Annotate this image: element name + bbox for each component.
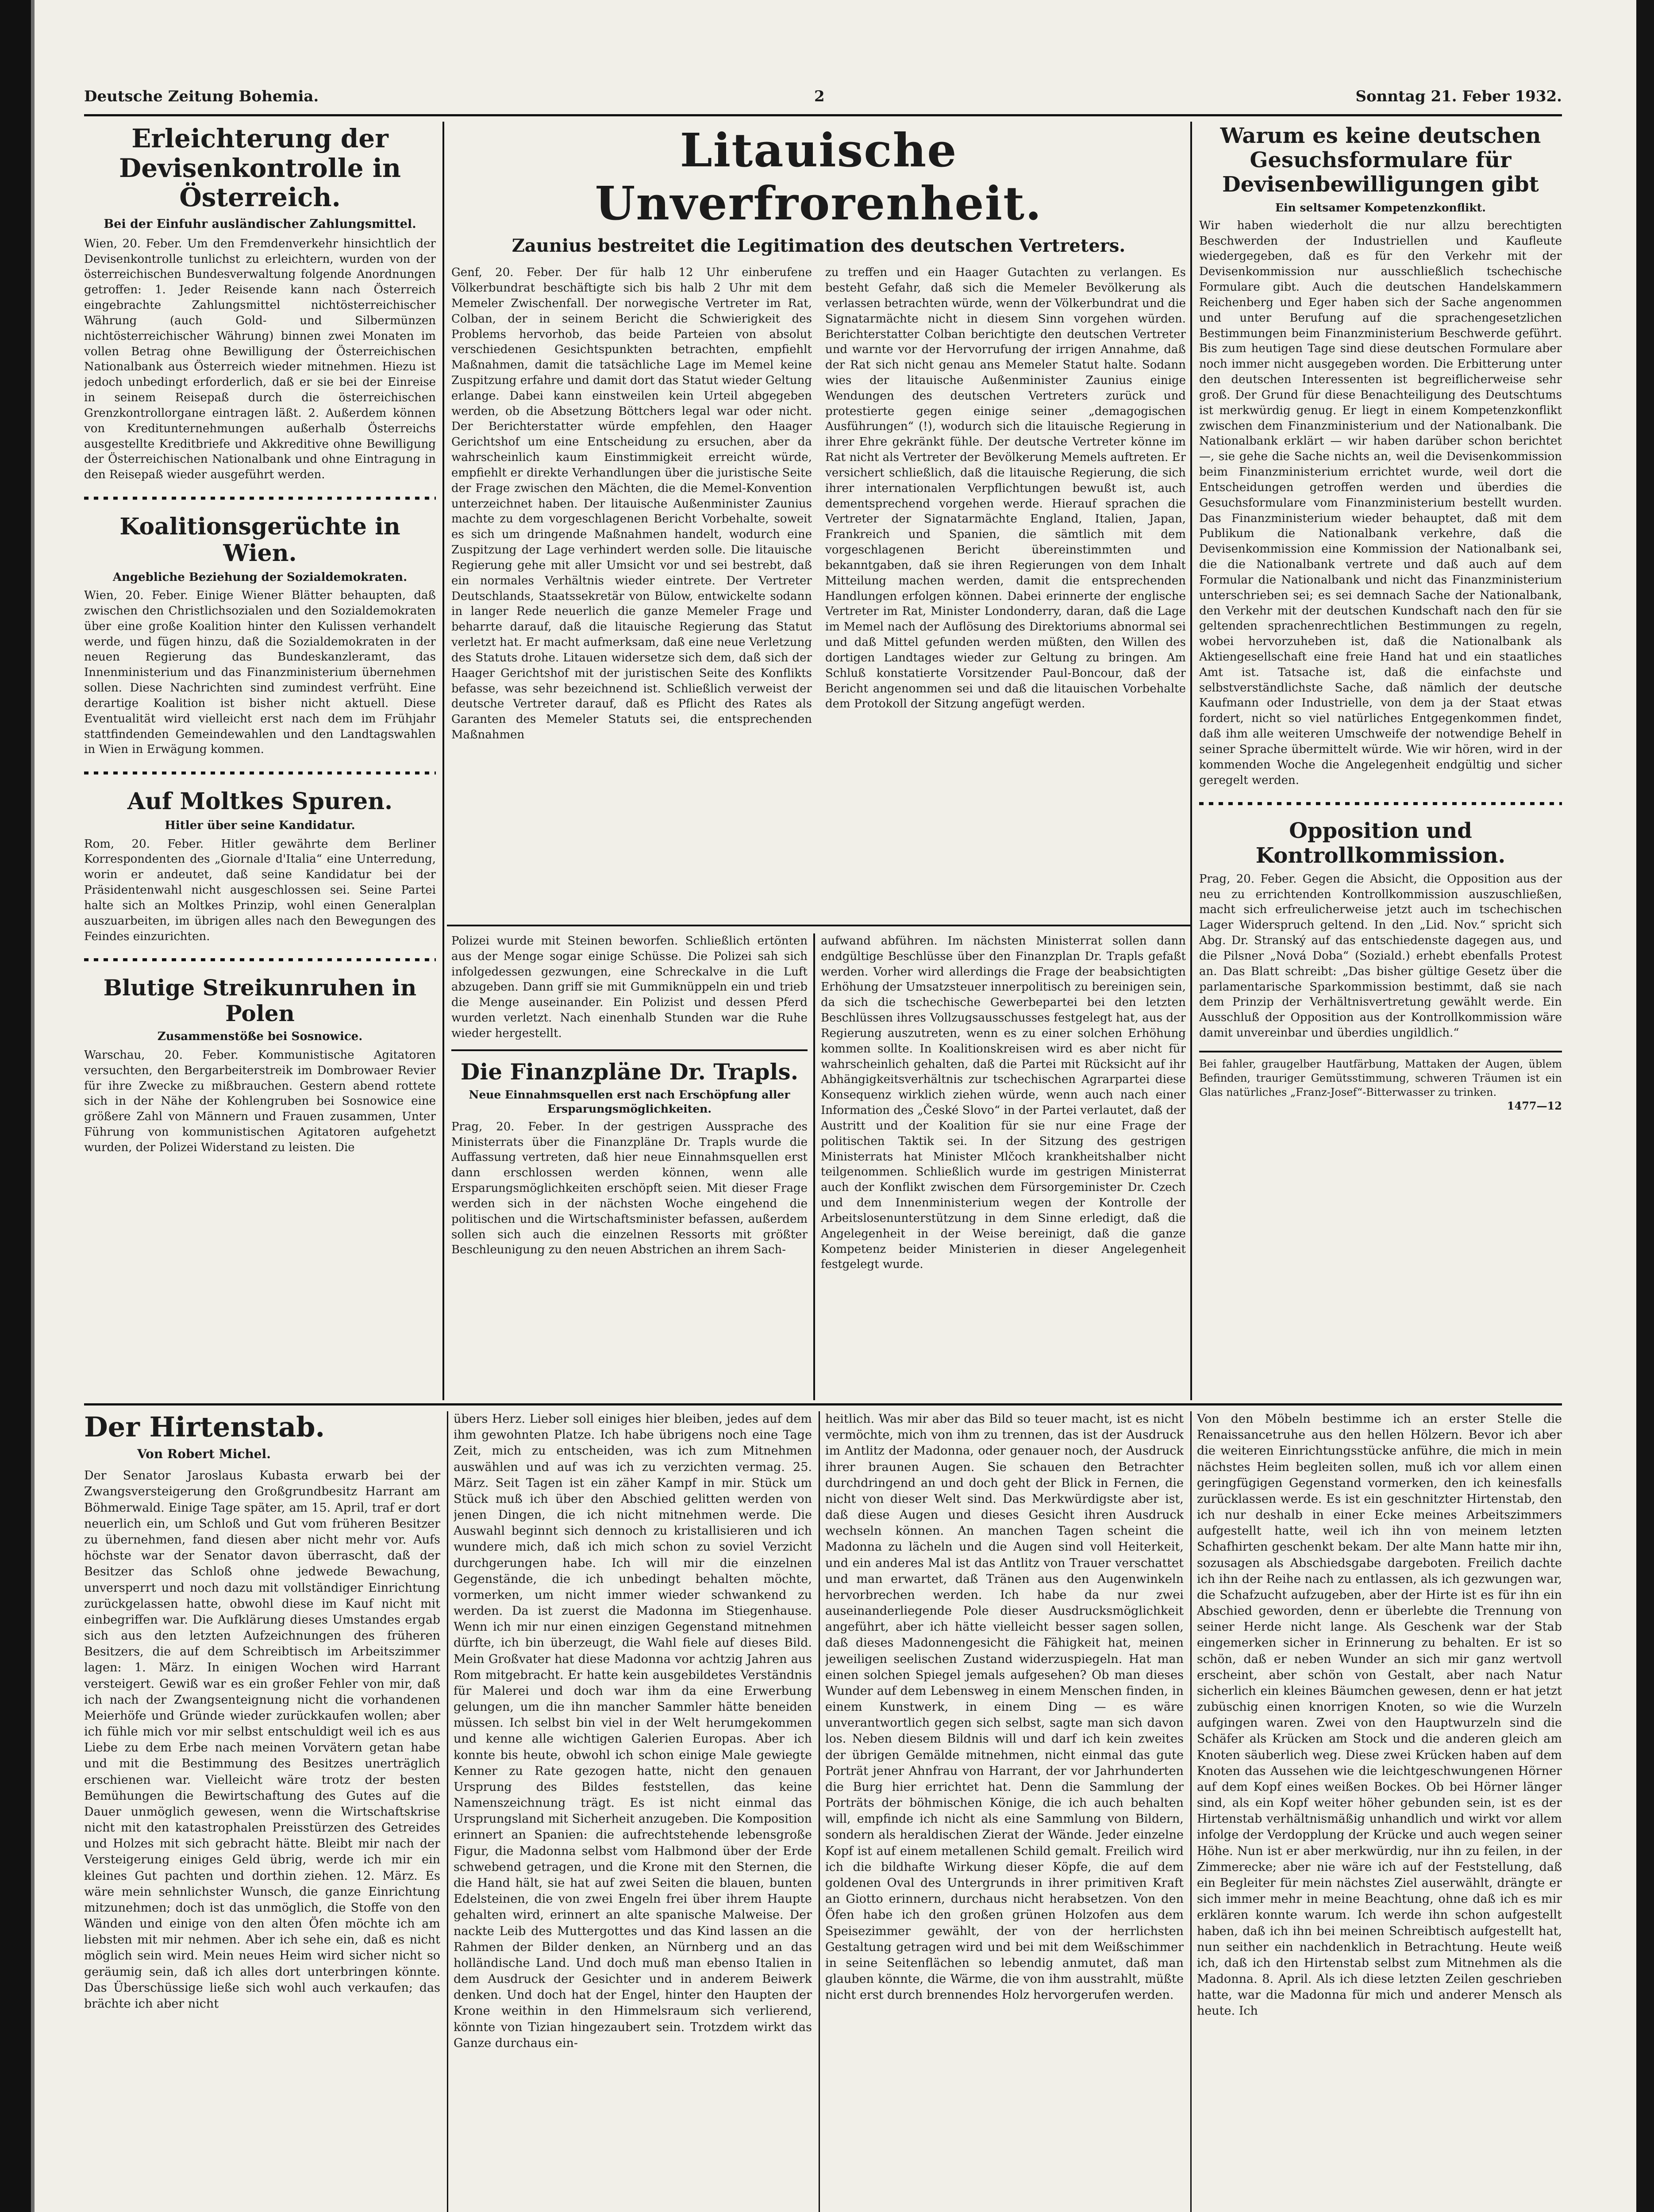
subheadline: Bei der Einfuhr ausländischer Zahlungsmittel. (104, 217, 416, 231)
section-rule (451, 1049, 808, 1051)
advertisement (1199, 1051, 1562, 1112)
article-body: Wien, 20. Feber. Einige Wiener Blätter behaupten, daß zwischen den Christlichsozialen und den Sozialdemokraten über eine große Koalition hinter den Kulissen verhandelt werde, und fügen hinzu, daß die Sozialdemokraten in der neuen Regierung das Bundeskanzleramt, das Innenministerium und das Finanzministerium übernehmen sollen. Diese Nachrichten sind zumindest verfrüht. Eine derartige Koalition ist bisher nicht aktuell. Diese Eventualität wird vielleicht erst nach dem im Frühjahr stattfindenden Gemeindewahlen und den Landtagswahlen in Wien in Erwägung kommen. (84, 589, 436, 757)
article-body: Wir haben wiederholt die nur allzu berechtigten Beschwerden der Industriellen und Kaufleute wiedergegeben, daß es für den Verkehr mit der Devisenkommission nur ausschließlich tschechische Formulare gibt. Auch die deutschen Handelskammern Reichenberg und Eger haben sich der Sache angenommen und unter Berufung auf die sprachengesetzlichen Bestimmungen beim Finanzministerium Beschwerde geführt. Bis zum heutigen Tage sind diese deutschen Formulare aber noch immer nicht ausgegeben worden. Die Erbitterung unter den deutschen Interessenten ist begreiflicherweise sehr groß. Der Grund für diese Benachteiligung des Deutschtums ist merkwürdig genug. Er liegt in einem Kompetenzkonflikt zwischen dem Finanzministerium und der Nationalbank. Die Nationalbank erklärt — wir haben darüber schon berichtet —, sie gehe die Sache nichts an, weil die Devisenkommission beim Finanzministerium errichtet wurde, weil dort die Entscheidungen getroffen werden und überdies die Gesuchsformulare vom Finanzministerium bestellt wurden. Das Finanzministerium wieder behauptet, daß mit dem Publikum die Nationalbank verkehre, daß die Devisenkommission eine Kommission der Nationalbank sei, die die Nationalbank vertrete und daß auch auf dem Formular die Nationalbank und nicht das Finanzministerium unterschrieben sei; es sei demnach Sache der Nationalbank, den Verkehr mit der deutschen Kundschaft nach den für sie geltenden sprachenrechtlichen Bestimmungen zu regeln, wobei hervorzuheben ist, daß die Nationalbank als Aktiengesellschaft eine freie Hand hat und ein staatliches Amt ist. Tatsache ist, daß die einfachste und selbstverständlichste Sache, daß nämlich der deutsche Kaufmann oder Industrielle, von dem ja der Staat etwas fordert, nicht so viel natürliches Entgegenkommen findet, daß ihm alle weiteren Umschweife der notwendige Behelf in seiner Sprache übermittelt würde. Wie wir hören, wird in der kommenden Woche die Angelegenheit endgültig und sicher geregelt werden. (1199, 219, 1562, 787)
wavy-divider (1199, 796, 1562, 811)
feuilleton-col3 (825, 1411, 1184, 2212)
headline: Warum es keine deutschen Gesuchsformulare für Devisenbewilligungen gibt (1220, 124, 1541, 197)
subheadline: Angebliche Beziehung der Sozialdemokraten. (112, 570, 408, 584)
feuilleton-text: Der Senator Jaroslaus Kubasta erwarb bei der Zwangsversteigerung den Großgrundbesitz Harrant am Böhmerwald. Einige Tage später, am 15. April, traf er dort neuerlich ein, um Schloß und Gut vom früheren Besitzer zu übernehmen, fand diesen aber nicht mehr vor. Aufs höchste war der Senator davon überrascht, daß der Besitzer das Schloß ohne jedwede Bewachung, unversperrt und noch dazu mit vollständiger Einrichtung zurückgelassen hatte, obwohl diese im Kauf nicht mit einbegriffen war. Die Aufklärung dieses Umstandes ergab sich aus den letzten Aufzeichnungen des früheren Besitzers, die auf dem Schreibtisch im Arbeitszimmer lagen: 1. März. In einigen Wochen wird Harrant versteigert. Gewiß war es ein großer Fehler von mir, daß ich nach der Zwangsenteignung nicht die vorhandenen Meierhöfe und Gründe wieder zurückkaufen wollen; aber ich fühle mich vor mir selbst entschuldigt weil ich es aus Liebe zu dem Erbe nach meinen Vorvätern getan habe und mit die Bestimmung des Besitzes unerträglich erschienen war. Vielleicht wäre trotz der besten Bemühungen die Bewirtschaftung des Gutes auf die Dauer unmöglich gewesen, wenn die Wirtschaftskrise nicht mit den katastrophalen Preisstürzen des Getreides und Holzes mit sich gebracht hätte. Bleibt mir nach der Versteigerung einiges Geld übrig, werde ich mir ein kleines Gut pachten und dorthin ziehen. 12. März. Es wäre mein sehnlichster Wunsch, die ganze Einrichtung mitzunehmen; doch ist das unmöglich, die Stoffe von den Wänden und einige von den alten Öfen möchte ich am liebsten mit mir nehmen. Aber ich sehe ein, daß es nicht möglich sein wird. Mein neues Heim wird sicher nicht so geräumig sein, daß ich alles dort unterbringen könnte. Das Überschüssige ließe sich wohl auch verkaufen; das brächte ich aber nicht (84, 1469, 440, 2011)
column-right (1199, 124, 1562, 1400)
scan-edge-left (0, 0, 58, 2212)
article-body: Prag, 20. Feber. Gegen die Absicht, die Opposition aus der neu zu errichtenden Kontrollkommission auszuschließen, macht sich erfreulicherweise jetzt auch im tschechischen Lager Widerspruch geltend. In den „Lid. Nov.“ spricht sich Abg. Dr. Stranský auf das entschiedenste dagegen aus, und die Pilsner „Nová Doba“ (Soziald.) erhebt ebenfalls Protest an. Das Blatt schreibt: „Das bisher gültige Gesetz über die parlamentarische Sparkommission bestimmt, daß sie nach dem Prinzip der Verhältnisvertretung gewählt werde. Ein Ausschluß der Opposition aus der Kontrollkommission wäre damit unvereinbar und überdies ungildlich.“ (1199, 872, 1562, 1040)
column-rule (442, 122, 444, 1400)
article-polen (84, 975, 436, 1155)
feuilleton-text: übers Herz. Lieber soll einiges hier bleiben, jedes auf dem ihm gewohnten Platze. Ich habe übrigens noch eine Tage Zeit, mich zu entscheiden, was ich zum Mitnehmen auswählen und auf was ich zu verzichten vermag. 25. März. Seit Tagen ist ein zäher Kampf in mir. Stück um Stück muß ich über den Abschied gelitten werden von jenen Dingen, die ich nicht mitnehmen werde. Die Auswahl beginnt sich dennoch zu kristallisieren und ich wundere mich, daß ich mich schon zu soviel Verzicht durchgerungen habe. Ich will mir die einzelnen Gegenstände, die ich unbedingt behalten möchte, vormerken, um nicht immer wieder schwankend zu werden. Da ist zuerst die Madonna im Stiegenhause. Wenn ich mir nur einen einzigen Gegenstand mitnehmen dürfte, ich bin überzeugt, die Wahl fiele auf dieses Bild. Mein Großvater hat diese Madonna vor achtzig Jahren aus Rom mitgebracht. Er hatte kein ausgebildetes Verständnis für Malerei und doch war ihm da eine Erwerbung gelungen, um die ihn mancher Sammler hätte beneiden müssen. Ich selbst bin viel in der Welt herumgekommen und kenne alle wichtigen Galerien Europas. Aber ich konnte bis heute, obwohl ich schon einige Male gewiegte Kenner zu Rate gezogen hatte, nicht den genauen Ursprung des Bildes feststellen, das keine Namenszeichnung trägt. Es ist nicht einmal das Ursprungsland mit Sicherheit anzugeben. Die Komposition erinnert an Spanien: die aufrechtstehende lebensgroße Figur, die Madonna selbst vom Halbmond über der Erde schwebend getragen, und die Krone mit den Sternen, die die Hand hält, sie hat auf zwei Seiten die blauen, bunten Edelsteinen, die von zwei Engeln frei über ihrem Haupte gehalten wird, erinnert an alte spanische Malweise. Der nackte Leib des Muttergottes und das Kind lassen an die Rahmen der Bilder denken, an Nürnberg und an das holländische Land. Und doch muß man ebenso Italien in dem Ausdruck der Gesichter und in anderem Beiwerk denken. Und doch hat der Engel, hinter den Haupten der Krone weithin in den Himmelsraum sich verlierend, könnte von Tizian hingezaubert sein. Trotzdem wirkt das Ganze durchaus ein- (454, 1412, 812, 2050)
wavy-divider (84, 765, 436, 780)
headline: Erleichterung der Devisenkontrolle in Österreich. (119, 124, 401, 213)
feuilleton-rule (84, 1403, 1562, 1406)
article-moltke (84, 788, 436, 944)
subheadline: Zusammenstöße bei Sosnowice. (157, 1030, 363, 1044)
headline: Litauische Unverfrorenheit. (595, 124, 1042, 230)
headline: Opposition und Kontrollkommission. (1255, 818, 1506, 868)
article-gesuchsformulare (1199, 124, 1562, 788)
column-rule (1190, 1411, 1192, 2212)
feuilleton-title: Der Hirtenstab. (84, 1411, 325, 1443)
column-middle-left (451, 933, 808, 1398)
headline: Blutige Streikunruhen in Polen (103, 975, 417, 1026)
page-number: 2 (814, 88, 825, 105)
ad-text: Bei fahler, graugelber Hautfärbung, Mattaken der Augen, üblem Befinden, trauriger Gemütsstimmung, schweren Träumen ist ein Glas natürliches „Franz-Josef“-Bitterwasser zu trinken. (1199, 1057, 1562, 1099)
scan-edge-right (1636, 0, 1654, 2212)
article-columns (451, 265, 1186, 743)
feuilleton-text: heitlich. Was mir aber das Bild so teuer macht, ist es nicht vermöchte, mich von ihm zu trennen, das ist der Ausdruck im Antlitz der Madonna, oder genauer noch, der Ausdruck ihrer braunen Augen. Sie schauen den Betrachter durchdringend an und doch geht der Blick in Fernen, die nicht von dieser Welt sind. Das Merkwürdigste aber ist, daß diese Augen und dieses Gesicht ihren Ausdruck wechseln können. An manchen Tagen scheint die Madonna zu lächeln und die Augen sind voll Heiterkeit, und ein anderes Mal ist das Antlitz von Trauer verschattet und man erwartet, daß Tränen aus den Augenwinkeln hervorbrechen werden. Ich habe da nur zwei auseinanderliegende Pole dieser Ausdrucksmöglichkeit angeführt, aber ich hätte vielleicht besser sagen sollen, daß dieses Madonnengesicht die Fähigkeit hat, meinen jeweiligen seelischen Zustand widerzuspiegeln. Hat man einen solchen Spiegel jemals aufgesehen? Ob man dieses Wunder auf dem Lebensweg in einem Menschen finden, in einem Kunstwerk, in einem Ding — es wäre unverantwortlich gegen sich selbst, sagte man sich davon los. Neben diesem Bildnis will und darf ich kein zweites der übrigen Gemälde mitnehmen, nicht einmal das gute Porträt jener Ahnfrau von Harrant, der vor Jahrhunderten die Burg hier errichtet hat. Denn die Sammlung der Porträts der böhmischen Könige, die ich auch behalten will, empfinde ich nicht als eine Sammlung von Bildern, sondern als heraldischen Zierat der Wände. Jeder einzelne Kopf ist auf einem metallenen Schild gemalt. Freilich wird ich die bildhafte Wirkung dieser Köpfe, die auf dem goldenen Oval des Untergrunds in ihrer primitiven Kraft an Giotto erinnern, durchaus nicht herabsetzen. Von den Öfen habe ich den großen grünen Holzofen aus dem Speisezimmer gewählt, der von der herrlichsten Gestaltung getragen wird und bei mit dem Weißschimmer in seine Seitenflächen so lebendig anmutet, daß man glauben könnte, die Wärme, die von ihm ausstrahlt, müßte nicht erst durch brennendes Holz hervorgerufen werden. (825, 1412, 1184, 2002)
feuilleton-text: Von den Möbeln bestimme ich an erster Stelle die Renaissancetruhe aus den hellen Hölzern. Bevor ich aber die weiteren Einrichtungsstücke anführe, die mich in mein nächstes Heim begleiten sollen, muß ich vor allem einen geringfügigen Gegenstand vormerken, den ich keinesfalls zurücklassen werde. Es ist ein geschnitzter Hirtenstab, den ich nur deshalb in einer Ecke meines Arbeitszimmers aufgestellt hatte, weil ich ihn von meinem letzten Schafhirten geschenkt bekam. Der alte Mann hatte mir ihn, sozusagen als Abschiedsgabe dargeboten. Freilich dachte ich ihn der Reihe nach zu entlassen, als ich gezwungen war, die Schafzucht aufzugeben, aber der Hirte ist es für ihn ein Abschied geworden, denn er überlebte die Trennung von seiner Herde nicht lange. Als Geschenk war der Stab eingemerken sicher in Erinnerung zu behalten. Er ist so schön, daß er neben Wunder an sich mir ganz wertvoll erscheint, aber schön von Gestalt, aber nach Natur sicherlich ein kleines Bäumchen gewesen, denn er hat jetzt zubüschig einen knorrigen Knoten, so wie die Wurzeln aufgingen waren. Zwei von den Hauptwurzeln sind die Schäfer als Krücken am Stock und die anderen gleich am Knoten säuberlich weg. Diese zwei Krücken haben auf dem Knoten das Aussehen wie die leichtgeschwungenen Hörner auf dem Kopf eines weißen Bockes. Ob bei Hörner länger sind, als ein Kopf weiter höher gebunden sein, ist es der Hirtenstab verhältnismäßig unhandlich und wirkt vor allem infolge der Verdopplung der Krücke und auch wegen seiner Höhe. Nun ist er aber merkwürdig, nur ihn zu feilen, in der Zimmerecke; aber nie wäre ich auf der Feststellung, daß ein Begleiter für mein nächstes Ziel auserwählt, drängte er sich immer mehr in meine Beachtung, ohne daß ich es mir erklären konnte warum. Ich werde ihn schon aufgestellt haben, daß ich ihn bei meinen Schreibtisch aufgestellt hat, nun seither ein nachdenklich in Betrachtung. Heute weiß ich, daß ich den Hirtenstab selbst zum Mitnehmen als die Madonna. 8. April. Als ich diese letzten Zeilen geschrieben hatte, war die Madonna für mich und anderer Mensch als heute. Ich (1197, 1412, 1562, 2018)
article-koalition (84, 514, 436, 757)
page-header (84, 85, 1562, 111)
column-rule (813, 933, 815, 1400)
article-litauen (451, 124, 1186, 922)
column-rule (1190, 122, 1192, 1400)
article-continuation: Polizei wurde mit Steinen beworfen. Schließlich ertönten aus der Menge sogar einige Schüsse. Die Polizei sah sich infolgedessen gezwungen, eine Schreckalve in die Luft abzugeben. Dann griff sie mit Gummiknüppeln ein und trieb die Menge auseinander. Ein Polizist und dessen Pferd wurden verletzt. Nach einenhalb Stunden war die Ruhe wieder hergestellt. (451, 934, 808, 1040)
column-rule (447, 1411, 448, 2212)
section-rule (447, 925, 1190, 926)
subheadline: Hitler über seine Kandidatur. (165, 819, 355, 833)
newspaper-name: Deutsche Zeitung Bohemia. (84, 88, 319, 105)
subheadline: Ein seltsamer Kompetenzkonflikt. (1275, 201, 1486, 214)
subheadline: Zaunius bestreitet die Legitimation des deutschen Vertreters. (512, 235, 1126, 257)
wavy-divider (84, 491, 436, 506)
feuilleton-col2 (454, 1411, 812, 2212)
feuilleton-col4 (1197, 1411, 1562, 2212)
article-body: Genf, 20. Feber. Der für halb 12 Uhr einberufene Völkerbundrat beschäftigte sich bis halb 2 Uhr mit dem Memeler Zwischenfall. Der norwegische Vertreter im Rat, Colban, der in seinem Bericht die Schwierigkeit des Problems hervorhob, das beide Parteien von absolut verschiedenen Gesichtspunkten betrachten, empfiehlt Maßnahmen, damit die tatsächliche Lage im Memel keine Zuspitzung erfahre und damit dort das Statut wieder Geltung erlange. Dabei kann einstweilen kein Urteil abgegeben werden, ob die Absetzung Böttchers legal war oder nicht. Der Berichterstatter würde empfehlen, den Haager Gerichtshof um eine Entscheidung zu ersuchen, aber da wahrscheinlich kaum Einstimmigkeit erreicht würde, empfiehlt er direkte Verhandlungen über die juristische Seite der Frage zwischen den Mächten, die die Memel-Konvention unterzeichnet haben. Der litauische Außenminister Zaunius machte zu dem vorgeschlagenen Bericht Vorbehalte, soweit es sich um dringende Maßnahmen handelt, wodurch eine Zuspitzung der Lage verhindert werden solle. Die litauische Regierung gehe mit aller Umsicht vor und sei bestrebt, daß ein normales Verhältnis wieder eintrete. Der Vertreter Deutschlands, Staatssekretär von Bülow, entwickelte sodann in langer Rede neuerlich die ganze Memeler Frage und beharrte darauf, daß die litauische Regierung das Statut verletzt hat. Er macht aufmerksam, daß eine neue Verletzung des Statuts drohe. Litauen widersetze sich dem, daß sich der Haager Gerichtshof mit der juristischen Seite des Konflikts befasse, was sehr bezeichnend ist. Schließlich verweist der deutsche Vertreter darauf, daß es Pflicht des Rates als Garanten des Memeler Statuts sei, die entsprechenden Maßnahmen (451, 266, 812, 742)
ad-code: 1477—12 (1507, 1099, 1562, 1113)
column-rule (819, 1411, 820, 2212)
column-left (84, 124, 436, 1400)
headline: Die Finanzpläne Dr. Trapls. (460, 1058, 799, 1085)
headline: Auf Moltkes Spuren. (127, 788, 393, 815)
article-body: Warschau, 20. Feber. Kommunistische Agitatoren versuchten, den Bergarbeiterstreik im Dombrowaer Revier für ihre Zwecke zu mißbrauchen. Gestern abend rottete sich in der Nähe der Kohlengruben bei Sosnowice eine größere Zahl von Männern und Frauen zusammen, Unter Führung von kommunistischen Agitatoren aufgehetzt wurden, der Polizei Widerstand zu leisten. Die (84, 1048, 436, 1154)
issue-date: Sonntag 21. Feber 1932. (1355, 88, 1562, 105)
article-devisen (84, 124, 436, 483)
header-rule (84, 114, 1562, 116)
article-trapl (451, 1059, 808, 1258)
article-body: zu treffen und ein Haager Gutachten zu verlangen. Es besteht Gefahr, daß sich die Memeler Bevölkerung als verlassen betrachten würde, wenn der Völkerbundrat und die Signatarmächte nicht in diesem Sinn vorgehen würden. Berichterstatter Colban berichtigte den deutschen Vertreter und warnte vor der Hervorrufung der irrigen Annahme, daß der Rat sich nicht genau ans Memeler Statut halte. Sodann wies der litauische Außenminister Zaunius einige Wendungen des deutschen Vertreters zurück und protestierte gegen einige seiner „demagogischen Ausführungen“ (!), wodurch sich die litauische Regierung in ihrer Ehre gekränkt fühle. Der deutsche Vertreter könne im Rat nicht als Vertreter der Bevölkerung Memels auftreten. Er versichert schließlich, daß die litauische Regierung, die sich ihrer internationalen Verpflichtungen bewußt ist, auch dementsprechend vorgehen werde. Hierauf sprachen die Vertreter der Signatarmächte England, Italien, Japan, Frankreich und Spanien, die sämtlich mit dem vorgeschlagenen Bericht übereinstimmten und bekanntgaben, daß sie ihren Regierungen von dem Inhalt Mitteilung machen werden, damit die entsprechenden Handlungen erfolgen können. Dabei erinnerte der englische Vertreter im Rat, Minister Londonderry, daran, daß die Lage im Memel nach der Auflösung des Direktoriums abnormal sei und daß Mittel gefunden werden müßten, den Willen des dortigen Landtages wieder zur Geltung zu bringen. Am Schluß konstatierte Vorsitzender Paul-Boncour, daß der Bericht angenommen sei und daß die litauischen Vorbehalte dem Protokoll der Sitzung angefügt werden. (825, 266, 1186, 711)
feuilleton-author: Von Robert Michel. (137, 1447, 271, 1462)
article-continuation: aufwand abführen. Im nächsten Ministerrat sollen dann endgültige Beschlüsse über den Finanzplan Dr. Trapls gefaßt werden. Vorher wird allerdings die Frage der beabsichtigten Erhöhung der Umsatzsteuer innerpolitisch zu bereinigen sein, da sich die tschechische Gewerbepartei bei den letzten Beschlüssen ihres Vollzugsausschusses festgelegt hat, aus der Regierung auszutreten, wenn es zu einer solchen Erhöhung kommen sollte. In Koalitionskreisen wird es aber nicht für wahrscheinlich gehalten, daß die Partei mit Rücksicht auf ihr Abhängigkeitsverhältnis zur tschechischen Agrarpartei diese Konsequenz wirklich ziehen würde, wenn auch nach einer Information des „České Slovo“ in der Partei verlautet, daß der Austritt und der Koalition für sie nur eine Frage der politischen Taktik sei. In der Sitzung des gestrigen Ministerrats hat Minister Mlčoch krankheitshalber nicht teilgenommen. Schließlich wurde im gestrigen Ministerrat auch der Konflikt zwischen dem Fürsorgeminister Dr. Czech und dem Innenministerium wegen der Kontrolle der Arbeitslosenunterstützung in dem Sinne erledigt, daß die Angelegenheit in der Weise bereinigt, daß die ganze Kompetenz beider Ministerien in dieser Angelegenheit festgelegt wurde. (821, 934, 1186, 1271)
article-body: Wien, 20. Feber. Um den Fremdenverkehr hinsichtlich der Devisenkontrolle tunlichst zu erleichtern, wurden von der österreichischen Bundesverwaltung folgende Anordnungen getroffen: 1. Jeder Reisende kann nach Österreich eingebrachte Zahlungsmittel nichtösterreichischer Währung (auch Gold- und Silbermünzen nichtösterreichischer Währung) binnen zwei Monaten im vollen Betrag ohne Bewilligung der Österreichischen Nationalbank aus Österreich wieder mitnehmen. Hiezu ist jedoch unbedingt erforderlich, daß er sie bei der Einreise in seinem Reisepaß durch die österreichischen Grenzkontrollorgane eintragen läßt. 2. Außerdem können von Kreditunternehmungen außerhalb Österreichs ausgestellte Kreditbriefe und Akkreditive ohne Bewilligung der Österreichischen Nationalbank und ohne Eintragung in den Reisepaß wieder ausgeführt werden. (84, 237, 436, 482)
column-middle-right (821, 933, 1186, 1398)
article-body: Prag, 20. Feber. In der gestrigen Aussprache des Ministerrats über die Finanzpläne Dr. Trapls wurde die Auffassung vertreten, daß hier neue Einnahmsquellen erst dann erschlossen werden können, wenn alle Ersparungsmöglichkeiten erschöpft seien. Mit dieser Frage werden sich in der nächsten Woche eingehend die politischen und die Wirtschaftsminister befassen, außerdem sollen sich auch die einzelnen Ressorts mit größter Beschleunigung zu den neuen Abstrichen an ihrem Sach- (451, 1120, 808, 1257)
article-opposition (1199, 819, 1562, 1041)
headline: Koalitionsgerüchte in Wien. (119, 513, 400, 567)
article-body: Rom, 20. Feber. Hitler gewährte dem Berliner Korrespondenten des „Giornale d'Italia“ eine Unterredung, worin er andeutet, daß seine Kandidatur bei der Präsidentenwahl nicht ausgeschlossen sei. Seine Partei halte sich an Moltkes Prinzip, wohl einen Generalplan auszuarbeiten, im übrigen alles nach den Bewegungen des Feindes einzurichten. (84, 837, 436, 943)
wavy-divider (84, 952, 436, 967)
feuilleton-col1 (84, 1411, 440, 2212)
subheadline: Neue Einnahmsquellen erst nach Erschöpfung aller Ersparungsmöglichkeiten. (469, 1088, 790, 1115)
